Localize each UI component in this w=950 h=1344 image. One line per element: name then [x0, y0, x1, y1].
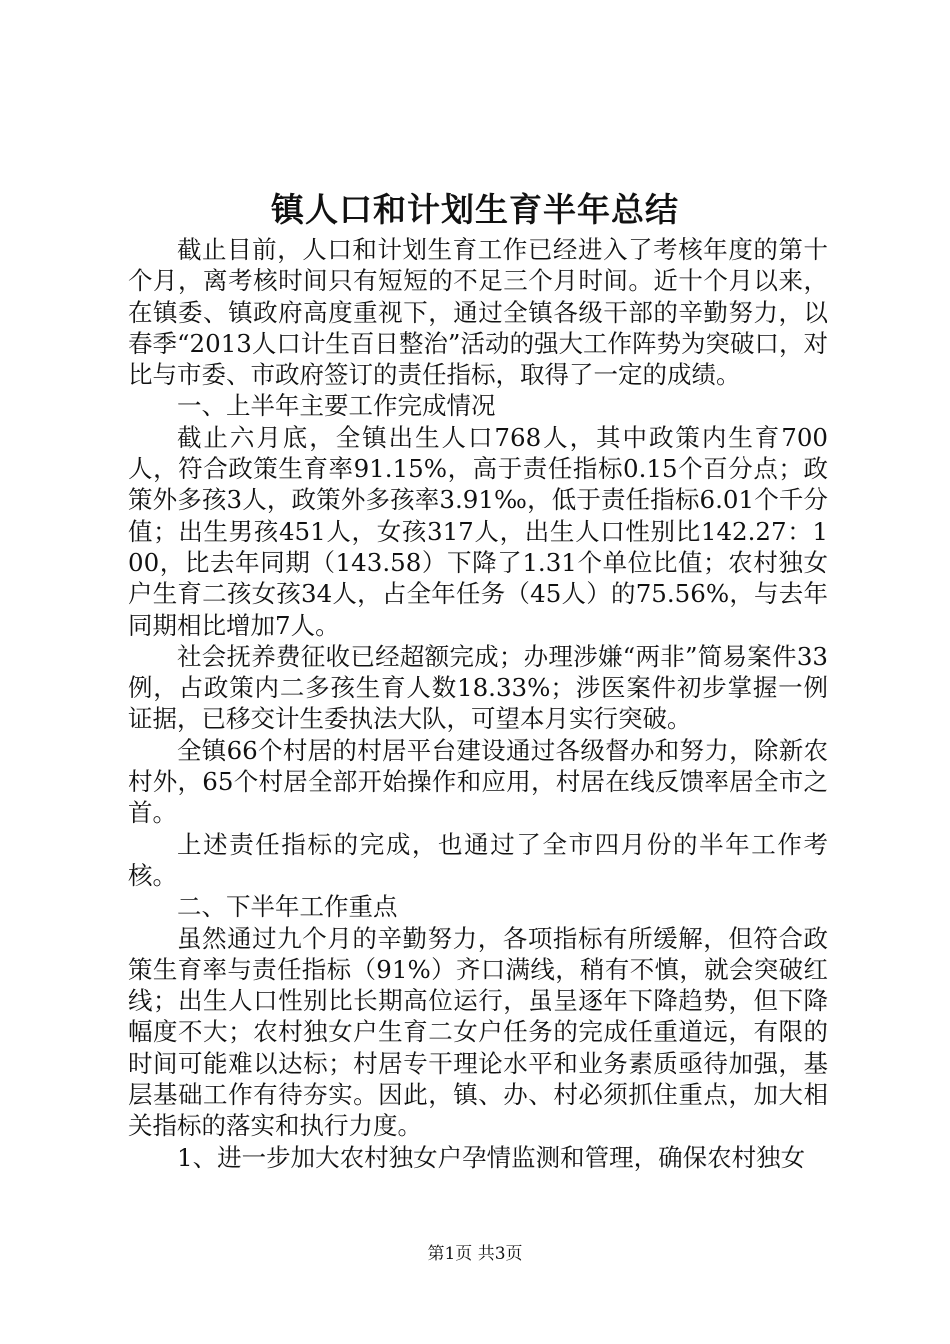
paragraph-assessment: 上述责任指标的完成，也通过了全市四月份的半年工作考核。: [128, 829, 828, 890]
paragraph-item-1: 1、进一步加大农村独女户孕情监测和管理，确保农村独女: [177, 1142, 806, 1172]
paragraph-challenges: 虽然通过九个月的辛勤努力，各项指标有所缓解，但符合政策生育率与责任指标（91%）齐口满线，稍有不慎，就会突破红线；出生人口性别比长期高位运行，虽呈逐年下降趋势，但下降幅度不大；农村独女户生育二女户任务的完成任重道远，有限的时间可能难以达标；村居专干理论水平和业务素质亟待加强，基层基础工作有待夯实。因此，镇、办、村必须抓住重点，加大相关指标的落实和执行力度。: [128, 923, 828, 1141]
section-heading-first-half: 一、上半年主要工作完成情况: [177, 391, 496, 421]
paragraph-social-fees: 社会抚养费征收已经超额完成；办理涉嫌“两非”简易案件33例，占政策内二多孩生育人数18.33%；涉医案件初步掌握一例证据，已移交计生委执法大队，可望本月实行突破。: [128, 641, 828, 734]
paragraph-intro: 截止目前，人口和计划生育工作已经进入了考核年度的第十个月，离考核时间只有短短的不足三个月时间。近十个月以来，在镇委、镇政府高度重视下，通过全镇各级干部的辛勤努力，以春季“2013人口计生百日整治”活动的强大工作阵势为突破口，对比与市委、市政府签订的责任指标，取得了一定的成绩。: [128, 235, 828, 390]
document-title: 镇人口和计划生育半年总结: [271, 190, 679, 229]
page-footer: 第1页 共3页: [427, 1244, 523, 1264]
section-heading-second-half: 二、下半年工作重点: [177, 892, 398, 922]
paragraph-village-platform: 全镇66个村居的村居平台建设通过各级督办和努力，除新农村外，65个村居全部开始操作和应用，村居在线反馈率居全市之首。: [128, 735, 828, 828]
paragraph-statistics: 截止六月底，全镇出生人口768人，其中政策内生育700人，符合政策生育率91.15%，高于责任指标0.15个百分点；政策外多孩3人，政策外多孩率3.91‰，低于责任指标6.01个千分值；出生男孩451人，女孩317人，出生人口性别比142.27：100，比去年同期（143.58）下降了1.31个单位比值；农村独女户生育二孩女孩34人，占全年任务（45人）的75.56%，与去年同期相比增加7人。: [128, 422, 828, 640]
document-body: [128, 234, 828, 1173]
